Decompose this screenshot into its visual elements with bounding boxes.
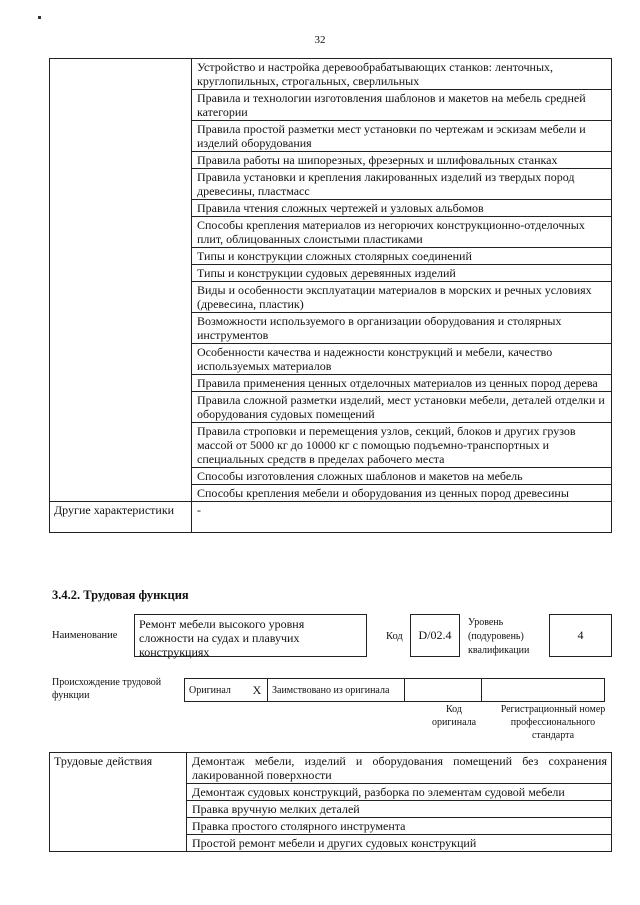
requirement-text: Устройство и настройка деревообрабатывающих станков: ленточных, круглопильных, строгальных, сверлильных — [192, 59, 612, 90]
original-label: Оригинал — [185, 679, 248, 702]
requirement-text: Правила и технологии изготовления шаблонов и макетов на мебель средней категории — [192, 90, 612, 121]
requirement-text: Правила простой разметки мест установки по чертежам и эскизам мебели и изделий оборудования — [192, 121, 612, 152]
requirement-text: Правила сложной разметки изделий, мест установки мебели, деталей отделки и оборудования судовых помещений — [192, 392, 612, 423]
requirement-text: Правила строповки и перемещения узлов, секций, блоков и других грузов массой от 5000 кг до 10000 кг с помощью подъемно-транспортных и специальных средств в пределах рабочего места — [192, 423, 612, 468]
code-label: Код — [386, 631, 403, 642]
requirement-text: Типы и конструкции сложных столярных соединений — [192, 248, 612, 265]
section-title: 3.4.2. Трудовая функция — [52, 588, 189, 602]
requirement-text: Правила чтения сложных чертежей и узловых альбомов — [192, 200, 612, 217]
requirements-label-cell — [50, 59, 192, 502]
labor-action-text: Простой ремонт мебели и других судовых конструкций — [187, 835, 612, 852]
name-label: Наименование — [52, 630, 118, 641]
labor-action-text: Правка простого столярного инструмента — [187, 818, 612, 835]
requirement-text: Правила установки и крепления лакированных изделий из твердых пород древесины, пластмасс — [192, 169, 612, 200]
page-number: 32 — [314, 34, 326, 46]
labor-action-text: Демонтаж судовых конструкций, разборка по элементам судовой мебели — [187, 784, 612, 801]
other-characteristics-label: Другие характеристики — [50, 502, 192, 533]
qualification-level-value: 4 — [549, 614, 612, 657]
labor-action-text: Демонтаж мебели, изделий и оборудования помещений без сохранения лакированной поверхности — [187, 753, 612, 784]
other-characteristics-row — [50, 502, 612, 533]
requirements-body — [50, 59, 612, 502]
labor-action-text: Правка вручную мелких деталей — [187, 801, 612, 818]
labor-actions-label: Трудовые действия — [50, 753, 187, 852]
registration-number-cell — [482, 679, 605, 702]
other-characteristics-value: - — [192, 502, 612, 533]
requirement-row — [50, 59, 612, 90]
name-value: Ремонт мебели высокого уровня сложности на судах и плавучих конструкциях — [134, 614, 367, 657]
requirement-text: Особенности качества и надежности конструкций и мебели, качество используемых материалов — [192, 344, 612, 375]
labor-actions-table — [49, 752, 612, 852]
borrowed-label: Заимствовано из оригинала — [268, 679, 405, 702]
requirement-text: Способы крепления материалов из негорючих конструкционно-отделочных плит, облицованных слоистыми пластиками — [192, 217, 612, 248]
original-code-cell — [405, 679, 482, 702]
labor-action-row — [50, 753, 612, 784]
original-code-caption: Код оригинала — [431, 704, 477, 728]
requirement-text: Способы изготовления сложных шаблонов и макетов на мебель — [192, 468, 612, 485]
qualification-level-label: Уровень (подуровень) квалификации — [468, 617, 530, 656]
requirement-text: Возможности используемого в организации оборудования и столярных инструментов — [192, 313, 612, 344]
requirement-text: Виды и особенности эксплуатации материалов в морских и речных условиях (древесина, пластик) — [192, 282, 612, 313]
requirement-text: Правила применения ценных отделочных материалов из ценных пород дерева — [192, 375, 612, 392]
labor-actions-body — [50, 753, 612, 852]
registration-number-caption: Регистрационный номер профессионального стандарта — [500, 704, 606, 741]
origin-table — [184, 678, 605, 702]
requirement-text: Способы крепления мебели и оборудования из ценных пород древесины — [192, 485, 612, 502]
origin-label: Происхождение трудовой функции — [52, 677, 162, 701]
scan-mark — [38, 16, 41, 19]
code-value: D/02.4 — [410, 614, 460, 657]
requirements-table — [49, 58, 612, 533]
requirement-text: Типы и конструкции судовых деревянных изделий — [192, 265, 612, 282]
requirement-text: Правила работы на шипорезных, фрезерных и шлифовальных станках — [192, 152, 612, 169]
original-mark: X — [247, 679, 268, 702]
